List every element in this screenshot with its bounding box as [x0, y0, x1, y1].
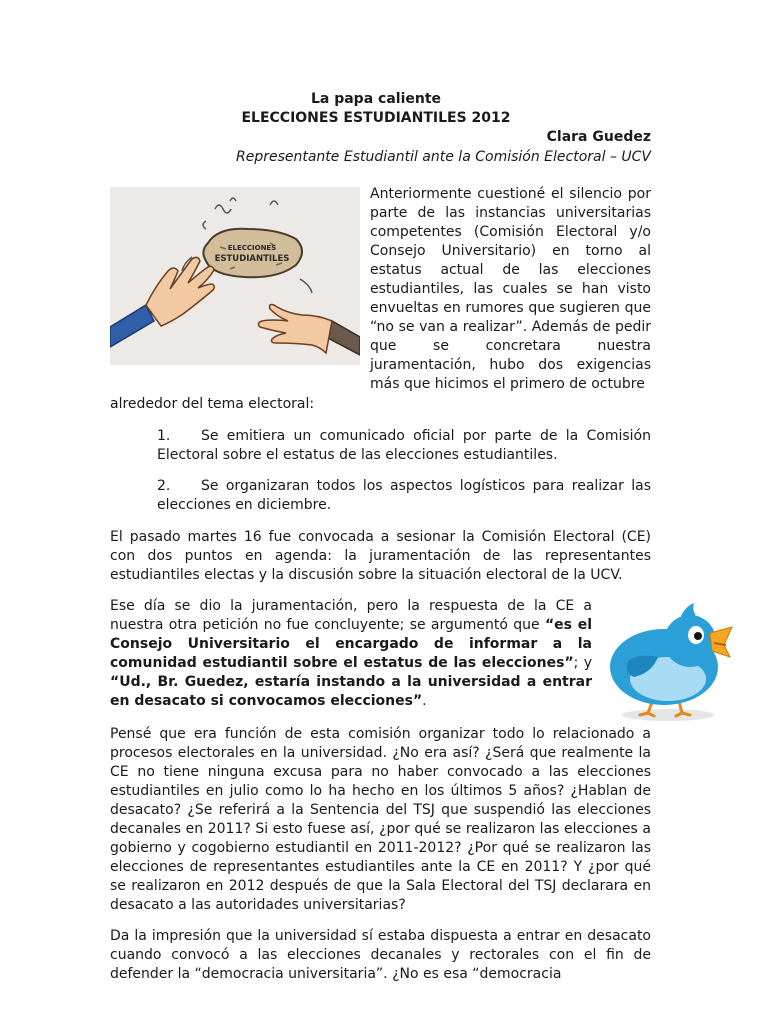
paragraph-session: El pasado martes 16 fue convocada a sesionar la Comisión Electoral (CE) con dos puntos en agenda: la juramentación de las representantes estudiantiles electas y la discusión sobre la situación electoral de la UCV. — [110, 529, 651, 583]
paragraph-response — [110, 597, 592, 711]
intro-paragraph: Anteriormente cuestioné el silencio por parte de las instancias universitarias competentes (Comisión Electoral y/o Consejo Universitario) en torno al estatus actual de las elecciones estudiantiles, las cuales se han visto envueltas en rumores que sugieren que “no se van a realizar”. Además de pedir que se concretara nuestra juramentación, hubo dos exigencias más que hicimos el primero de octubre — [370, 186, 651, 392]
title-line-2: ELECCIONES ESTUDIANTILES 2012 — [241, 110, 511, 126]
author-name: Clara Guedez — [546, 129, 651, 145]
intro-paragraph-tail: alrededor del tema electoral: — [110, 396, 315, 412]
paragraph-impression: Da la impresión que la universidad sí estaba dispuesta a entrar en desacato cuando convocó a las elecciones decanales y rectorales con el fin de defender la “democracia universitaria”. ¿No es esa “democracia — [110, 928, 651, 982]
list-item — [157, 427, 651, 465]
list-item — [157, 477, 651, 515]
response-quote-1: “es el Consejo Universitario el encargado de informar a la comunidad estudiantil sobre el estatus de las elecciones” — [110, 617, 592, 671]
twitter-bird-illustration — [598, 597, 738, 727]
response-text-2: ; y — [573, 655, 592, 671]
rock-label-top: ELECCIONES — [227, 244, 277, 252]
response-text-3: . — [422, 693, 427, 709]
list-item-number: 2. — [157, 478, 171, 494]
hot-potato-illustration — [110, 187, 360, 365]
response-text-1: Ese día se dio la juramentación, pero la respuesta de la CE a nuestra otra petición no fue concluyente; se argumentó que — [110, 598, 592, 633]
list-item-text: Se emitiera un comunicado oficial por parte de la Comisión Electoral sobre el estatus de las elecciones estudiantiles. — [157, 428, 651, 463]
list-item-text: Se organizaran todos los aspectos logísticos para realizar las elecciones en diciembre. — [157, 478, 651, 513]
title-line-1: La papa caliente — [310, 91, 442, 107]
list-item-number: 1. — [157, 428, 171, 444]
paragraph-questions: Pensé que era función de esta comisión organizar todo lo relacionado a procesos electorales en la universidad. ¿No era así? ¿Será que realmente la CE no tiene ninguna excusa para no haber convocado a las elecciones estudiantiles en julio como lo ha hecho en los últimos 5 años? ¿Hablan de desacato? ¿Se referirá a la Sentencia del TSJ que suspendió las elecciones decanales en 2011? Si esto fuese así, ¿por qué se realizaron las elecciones a gobierno y cogobierno estudiantil en 2011-2012? ¿Por qué se realizaron las elecciones de representantes estudiantiles ante la CE en 2011? Y ¿por qué se realizaron en 2012 después de que la Sala Electoral del TSJ declarara en desacato a las autoridades universitarias? — [110, 726, 651, 913]
response-quote-2: “Ud., Br. Guedez, estaría instando a la universidad a entrar en desacato si convocamos elecciones” — [110, 674, 592, 709]
rock-label-bottom: ESTUDIANTILES — [214, 254, 290, 264]
author-role: Representante Estudiantil ante la Comisión Electoral – UCV — [235, 149, 651, 165]
